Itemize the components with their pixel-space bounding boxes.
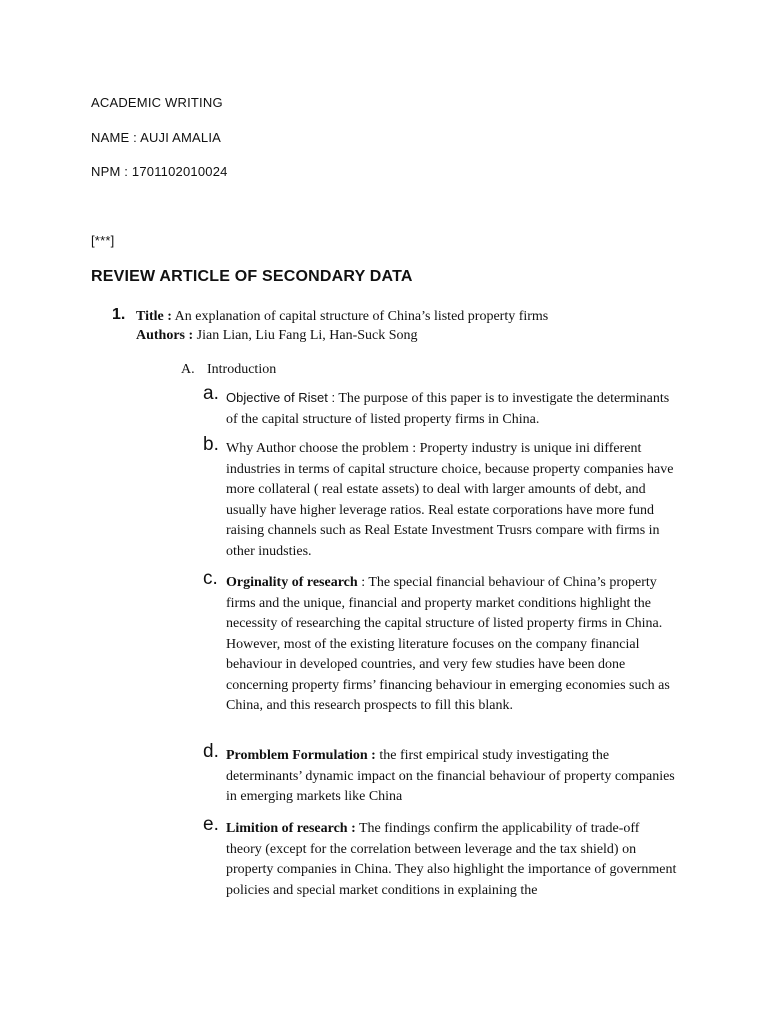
subitem-body — [226, 439, 678, 562]
subitem-body — [226, 819, 678, 901]
title-label: Title : — [136, 309, 172, 324]
article-title: An explanation of capital structure of China’s listed property firms — [171, 309, 549, 324]
author-name: NAME : AUJI AMALIA — [91, 130, 222, 145]
subitem-label: Limition of research : — [226, 821, 356, 836]
subitem-text: Property industry is unique ini different industries in terms of capital structure choice, because property companies have more collateral ( real estate assets) to deal with larger amounts of debt, and usually have higher leverage ratios. Real estate corporations have more fund raising channels such as Real Estate Investment Trusrs compare with firms in other inudsties. — [226, 441, 674, 559]
document-title: REVIEW ARTICLE OF SECONDARY DATA — [91, 268, 413, 285]
subitem-body — [226, 388, 678, 430]
subitem-body — [226, 746, 678, 808]
subitem-text: the first empirical study investigating the determinants’ dynamic impact on the financial behaviour of property companies in emerging markets like China — [226, 748, 675, 804]
subitem-marker: e. — [203, 814, 219, 835]
section-introduction — [181, 362, 276, 378]
subitem-label: Promblem Formulation : — [226, 748, 376, 763]
subitem-label: Orginality of research — [226, 575, 358, 590]
section-letter: A. — [181, 362, 195, 377]
subitem-label: Objective of Riset : — [226, 390, 336, 405]
subitem-marker: c. — [203, 568, 218, 589]
article-title-line — [136, 307, 696, 326]
authors-label: Authors : — [136, 328, 194, 343]
section-marker: [***] — [91, 233, 115, 248]
subitem-body — [226, 573, 678, 717]
subitem-text: : The special financial behaviour of China’s property firms and the unique, financial and property market conditions highlight the necessity of researching the capital structure of listed property firms in China. However, most of the existing literature focuses on the company financial behaviour in developed countries, and very few studies have been done concerning property firms’ financing behaviour in emerging economies such as China, and this research prospects to fill this blank. — [226, 575, 670, 713]
subitem-marker: d. — [203, 741, 219, 762]
subitem-label: Why Author choose the problem : — [226, 441, 417, 456]
student-npm: NPM : 1701102010024 — [91, 164, 228, 179]
article-authors-line — [136, 326, 696, 345]
subitem-marker: b. — [203, 434, 219, 455]
article-authors: Jian Lian, Liu Fang Li, Han-Suck Song — [193, 328, 418, 343]
subitem-text: The purpose of this paper is to investigate the determinants of the capital structure of listed property firms in China. — [226, 391, 670, 427]
course-heading: ACADEMIC WRITING — [91, 95, 223, 110]
section-label: Introduction — [207, 362, 277, 377]
item-number: 1. — [112, 306, 126, 323]
subitem-marker: a. — [203, 383, 219, 404]
subitem-text: The findings confirm the applicability of trade-off theory (except for the correlation between leverage and the tax shield) on property companies in China. They also highlight the importance of government policies and special market conditions in explaining the — [226, 821, 677, 898]
item-body — [136, 307, 696, 345]
